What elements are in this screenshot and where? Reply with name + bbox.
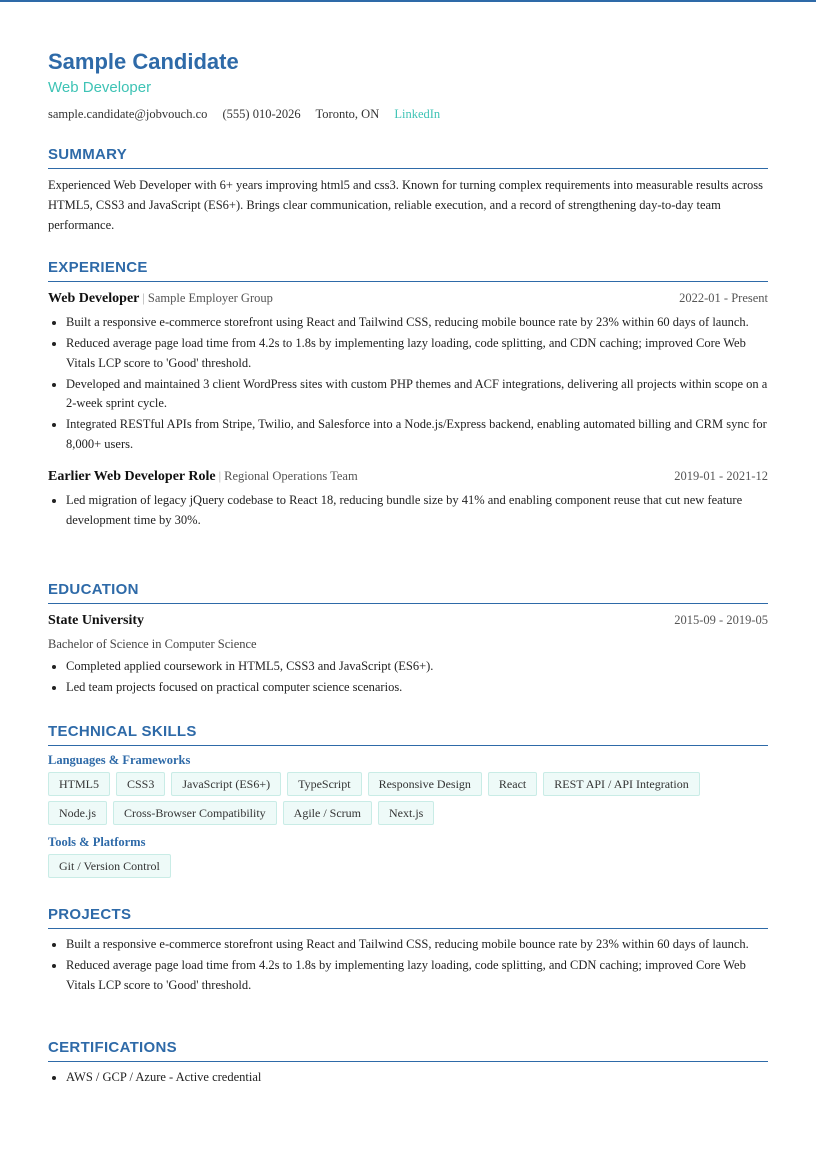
skill-chip: Git / Version Control xyxy=(48,854,171,878)
education-dates: 2015-09 - 2019-05 xyxy=(674,613,768,627)
job-header xyxy=(48,466,768,487)
skill-group-label: Languages & Frameworks xyxy=(48,753,191,767)
job-bullets xyxy=(48,491,768,530)
school-name: State University xyxy=(48,613,145,628)
list-item: • Integrated RESTful APIs from Stripe, Twilio, and Salesforce into a Node.js/Express backend, enabling automated billing and CRM sync for 8,000+ users. xyxy=(66,415,768,454)
list-item: • Led team projects focused on practical computer science scenarios. xyxy=(66,678,768,698)
resume-page xyxy=(48,48,768,1084)
skill-chip: Responsive Design xyxy=(368,772,482,796)
candidate-name: Sample Candidate xyxy=(48,49,239,74)
list-item: • Led migration of legacy jQuery codebase to React 18, reducing bundle size by 41% and enabling component reuse that cut new feature development time by 30%. xyxy=(66,491,768,530)
education-header xyxy=(48,610,768,631)
list-item: • Reduced average page load time from 4.2s to 1.8s by implementing lazy loading, code splitting, and CDN caching; improved Core Web Vitals LCP score to 'Good' threshold. xyxy=(66,334,768,373)
skill-chip: React xyxy=(488,772,537,796)
top-accent-bar xyxy=(0,0,816,2)
skill-chip: TypeScript xyxy=(287,772,361,796)
skill-chip: Cross-Browser Compatibility xyxy=(113,801,277,825)
job-entry xyxy=(48,466,768,530)
skill-chip: Next.js xyxy=(378,801,434,825)
list-item: • AWS / GCP / Azure - Active credential xyxy=(66,1068,768,1088)
resume-header xyxy=(48,48,768,122)
skill-chip: JavaScript (ES6+) xyxy=(171,772,281,796)
skill-chip: CSS3 xyxy=(116,772,165,796)
contact-email[interactable]: sample.candidate@jobvouch.co xyxy=(48,107,208,121)
certifications-section xyxy=(48,1038,768,1089)
contact-location: Toronto, ON xyxy=(315,107,380,121)
experience-section xyxy=(48,258,768,532)
certification-bullets xyxy=(48,1068,768,1088)
summary-text: Experienced Web Developer with 6+ years improving html5 and css3. Known for turning complex requirements into measurable results across HTML5, CSS3 and JavaScript (ES6+). Brings clear communication, reliable execution, and a record of strengthening day-to-day team performance. xyxy=(48,178,764,232)
education-section xyxy=(48,580,768,699)
skills-heading: TECHNICAL SKILLS xyxy=(48,722,768,746)
skills-section xyxy=(48,722,768,878)
skill-chip: HTML5 xyxy=(48,772,110,796)
list-item: • Developed and maintained 3 client WordPress sites with custom PHP themes and ACF integrations, delivering all projects within scope on a 2-week sprint cycle. xyxy=(66,375,768,414)
job-dates: 2019-01 - 2021-12 xyxy=(674,469,768,483)
job-title: Web Developer xyxy=(48,291,140,306)
skill-chip: Agile / Scrum xyxy=(283,801,372,825)
certifications-heading: CERTIFICATIONS xyxy=(48,1038,768,1062)
job-dates: 2022-01 - Present xyxy=(679,291,768,305)
list-item: • Built a responsive e-commerce storefront using React and Tailwind CSS, reducing mobile bounce rate by 23% within 60 days of launch. xyxy=(66,935,768,955)
skill-chips xyxy=(48,772,758,825)
education-bullets xyxy=(48,657,768,698)
candidate-title: Web Developer xyxy=(48,79,152,96)
summary-section xyxy=(48,145,768,235)
experience-heading: EXPERIENCE xyxy=(48,258,768,282)
list-item: • Built a responsive e-commerce storefront using React and Tailwind CSS, reducing mobile bounce rate by 23% within 60 days of launch. xyxy=(66,313,768,333)
list-item: • Completed applied coursework in HTML5, CSS3 and JavaScript (ES6+). xyxy=(66,657,768,677)
skill-chip: Node.js xyxy=(48,801,107,825)
skill-chip: REST API / API Integration xyxy=(543,772,699,796)
contact-line xyxy=(48,106,768,122)
degree: Bachelor of Science in Computer Science xyxy=(48,637,257,651)
projects-section xyxy=(48,905,768,997)
job-employer: Sample Employer Group xyxy=(147,291,273,305)
contact-phone: (555) 010-2026 xyxy=(222,107,301,121)
job-entry xyxy=(48,288,768,454)
job-employer: Regional Operations Team xyxy=(224,469,358,483)
education-heading: EDUCATION xyxy=(48,580,768,604)
skill-group-label: Tools & Platforms xyxy=(48,835,146,849)
summary-heading: SUMMARY xyxy=(48,145,768,169)
separator: | xyxy=(218,469,222,483)
list-item: • Reduced average page load time from 4.2s to 1.8s by implementing lazy loading, code splitting, and CDN caching; improved Core Web Vitals LCP score to 'Good' threshold. xyxy=(66,956,768,995)
skill-chips xyxy=(48,854,768,878)
linkedin-link[interactable]: LinkedIn xyxy=(394,107,441,121)
projects-heading: PROJECTS xyxy=(48,905,768,929)
job-bullets xyxy=(48,313,768,454)
job-header xyxy=(48,288,768,309)
project-bullets xyxy=(48,935,768,995)
separator: | xyxy=(142,291,145,305)
job-title: Earlier Web Developer Role xyxy=(48,469,216,484)
